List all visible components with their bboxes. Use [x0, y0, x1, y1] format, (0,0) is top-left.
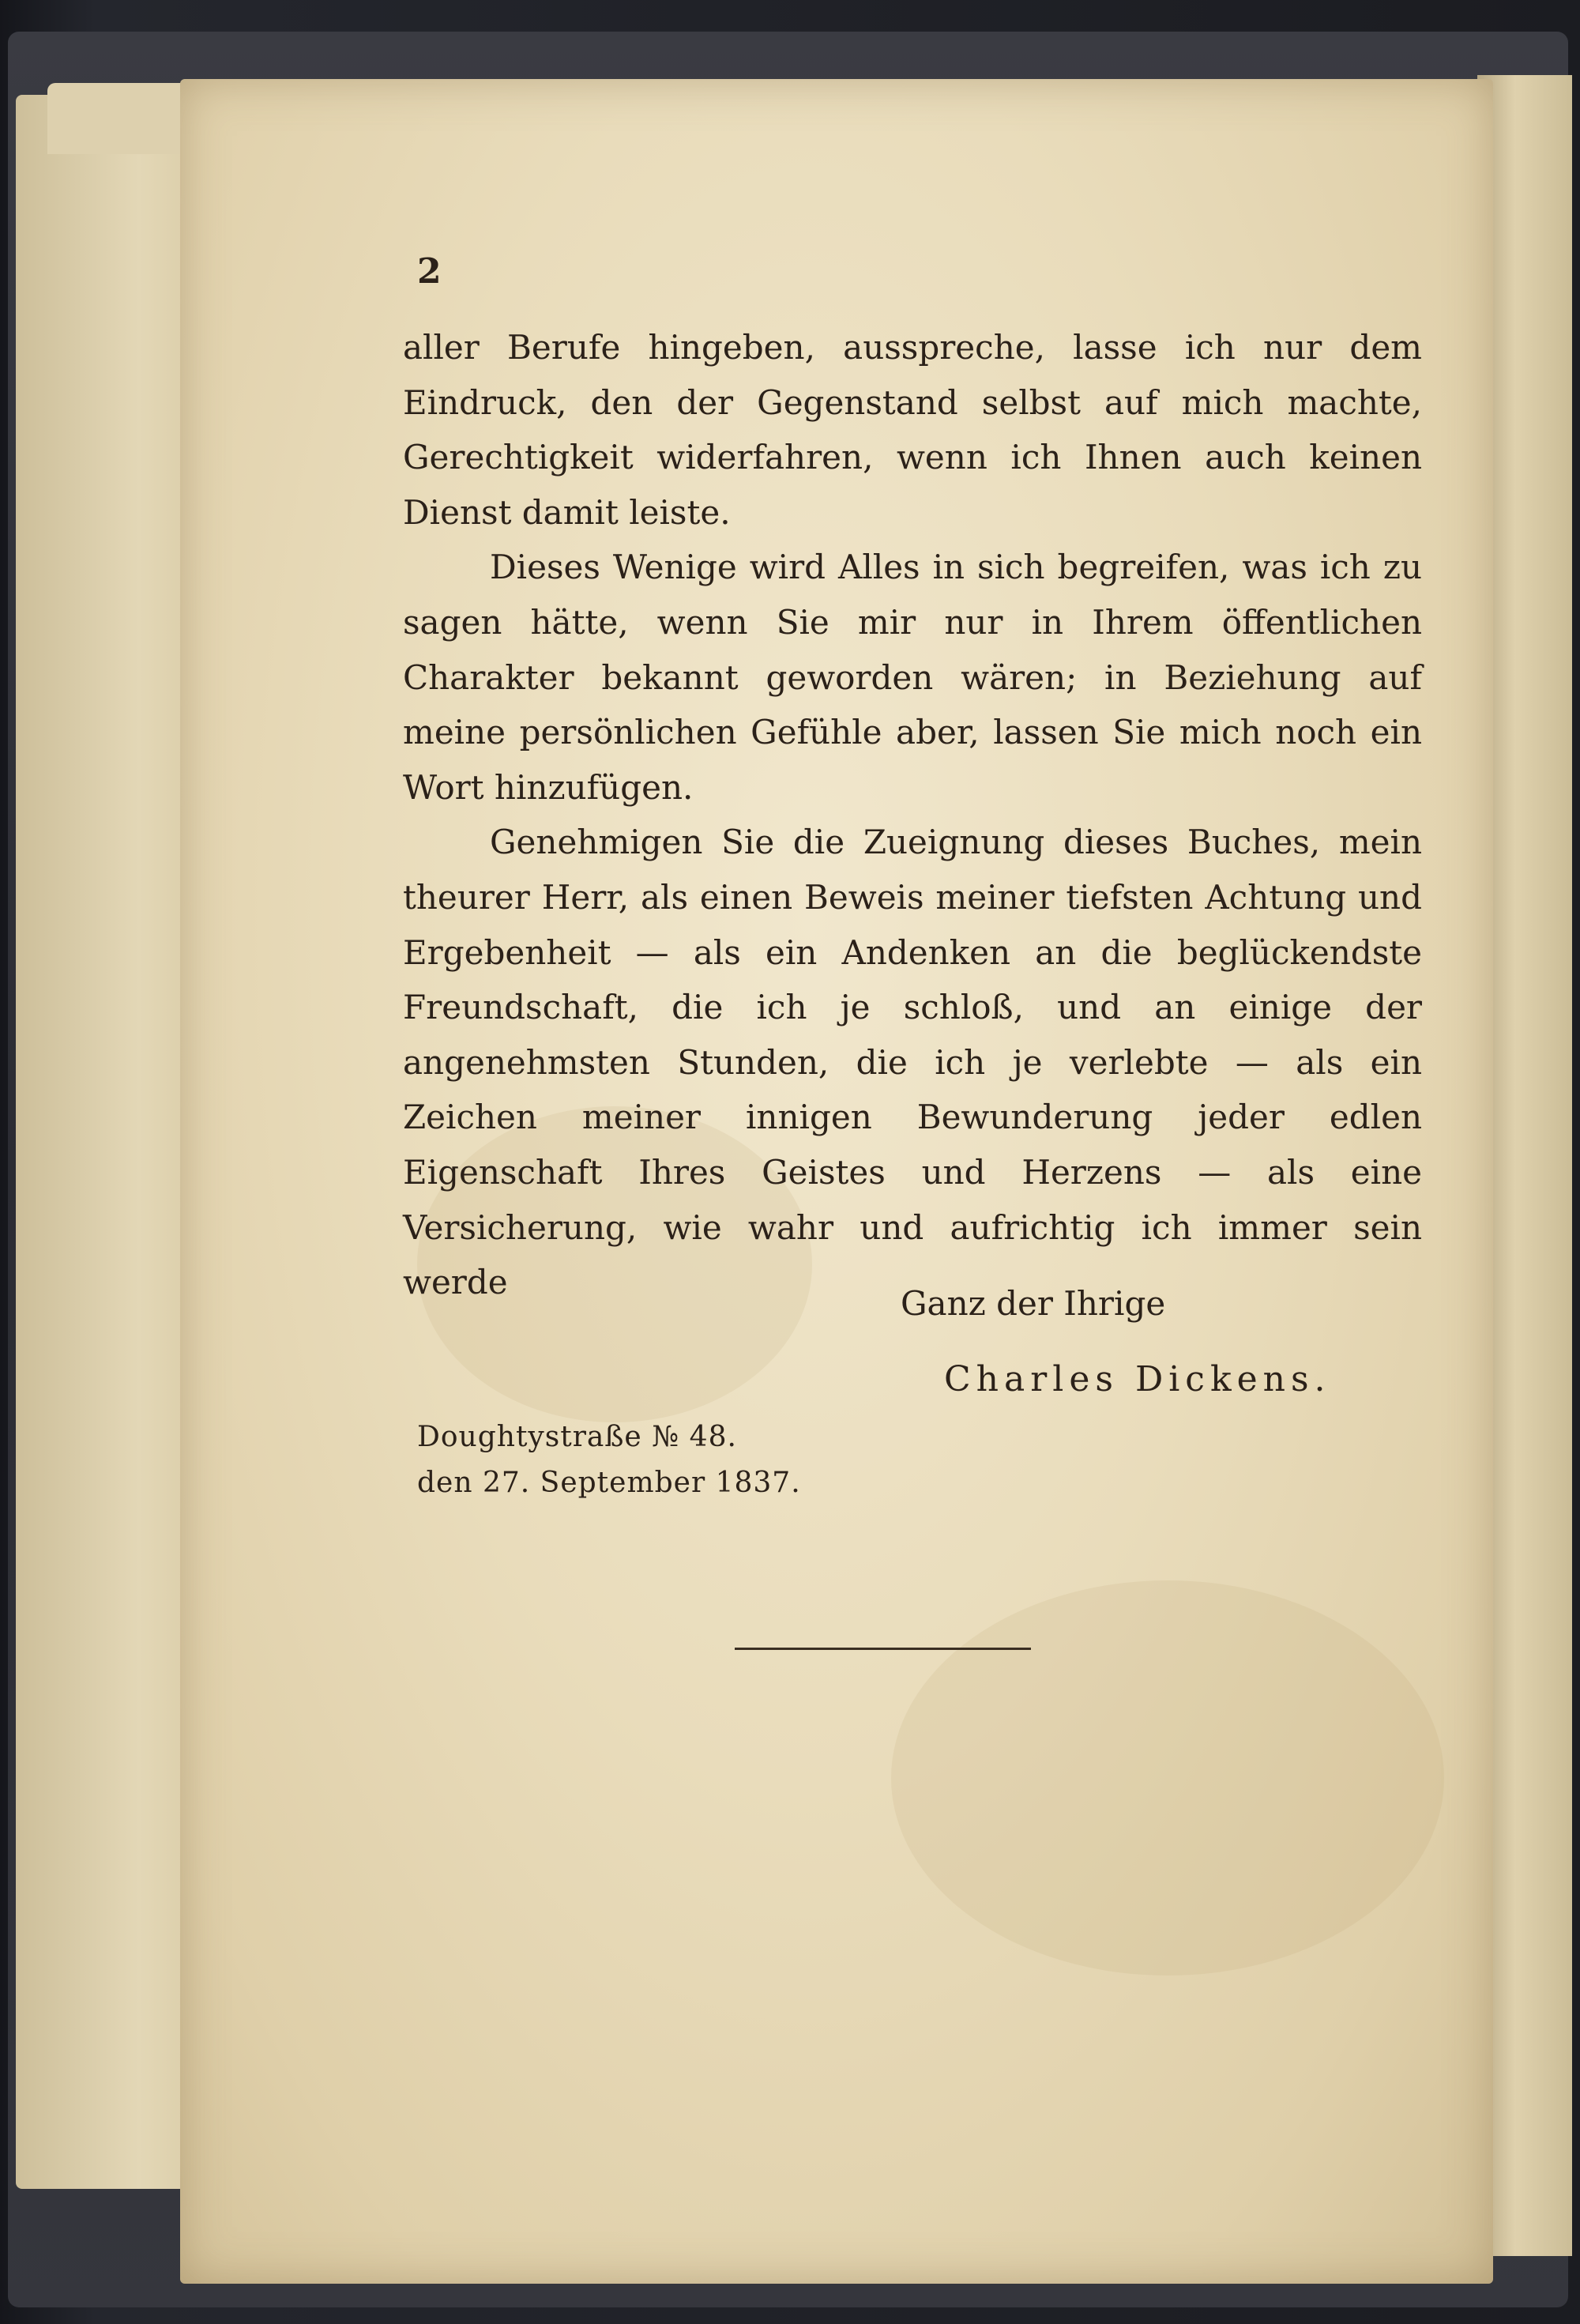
body-text [403, 320, 1422, 1310]
paragraph: aller Berufe hingeben, ausspreche, lasse ich nur dem Eindruck, den der Gegenstand selbst auf mich machte, Gerechtigkeit widerfahren, wenn ich Ihnen auch keinen Dienst damit leiste. [403, 328, 1422, 532]
paragraph: Genehmigen Sie die Zueignung dieses Buches, mein theurer Herr, als einen Beweis meiner tiefsten Achtung und Ergebenheit — als ein Andenken an die beglückendste Freundschaft, die ich je schloß, und an einige der angenehmsten Stunden, die ich je verlebte — als ein Zeichen meiner innigen Bewunderung jeder edlen Eigenschaft Ihres Geistes und Herzens — als eine Versicherung, wie wahr und aufrichtig ich immer sein werde [403, 823, 1422, 1302]
signature: Charles Dickens. [944, 1359, 1331, 1399]
section-divider [735, 1648, 1031, 1650]
paper-stain [891, 1580, 1444, 1976]
closing-line: Ganz der Ihrige [901, 1284, 1166, 1323]
address-line: Doughtystraße № 48. [417, 1421, 737, 1453]
address-block [417, 1414, 801, 1506]
paragraph: Dieses Wenige wird Alles in sich begreifen, was ich zu sagen hätte, wenn Sie mir nur in Ihrem öffentlichen Charakter bekannt geworden wären; in Beziehung auf meine persönlichen Gefühle aber, lassen Sie mich noch ein Wort hinzufügen. [403, 548, 1422, 807]
date-line: den 27. September 1837. [417, 1467, 801, 1499]
page-number: 2 [417, 251, 442, 292]
